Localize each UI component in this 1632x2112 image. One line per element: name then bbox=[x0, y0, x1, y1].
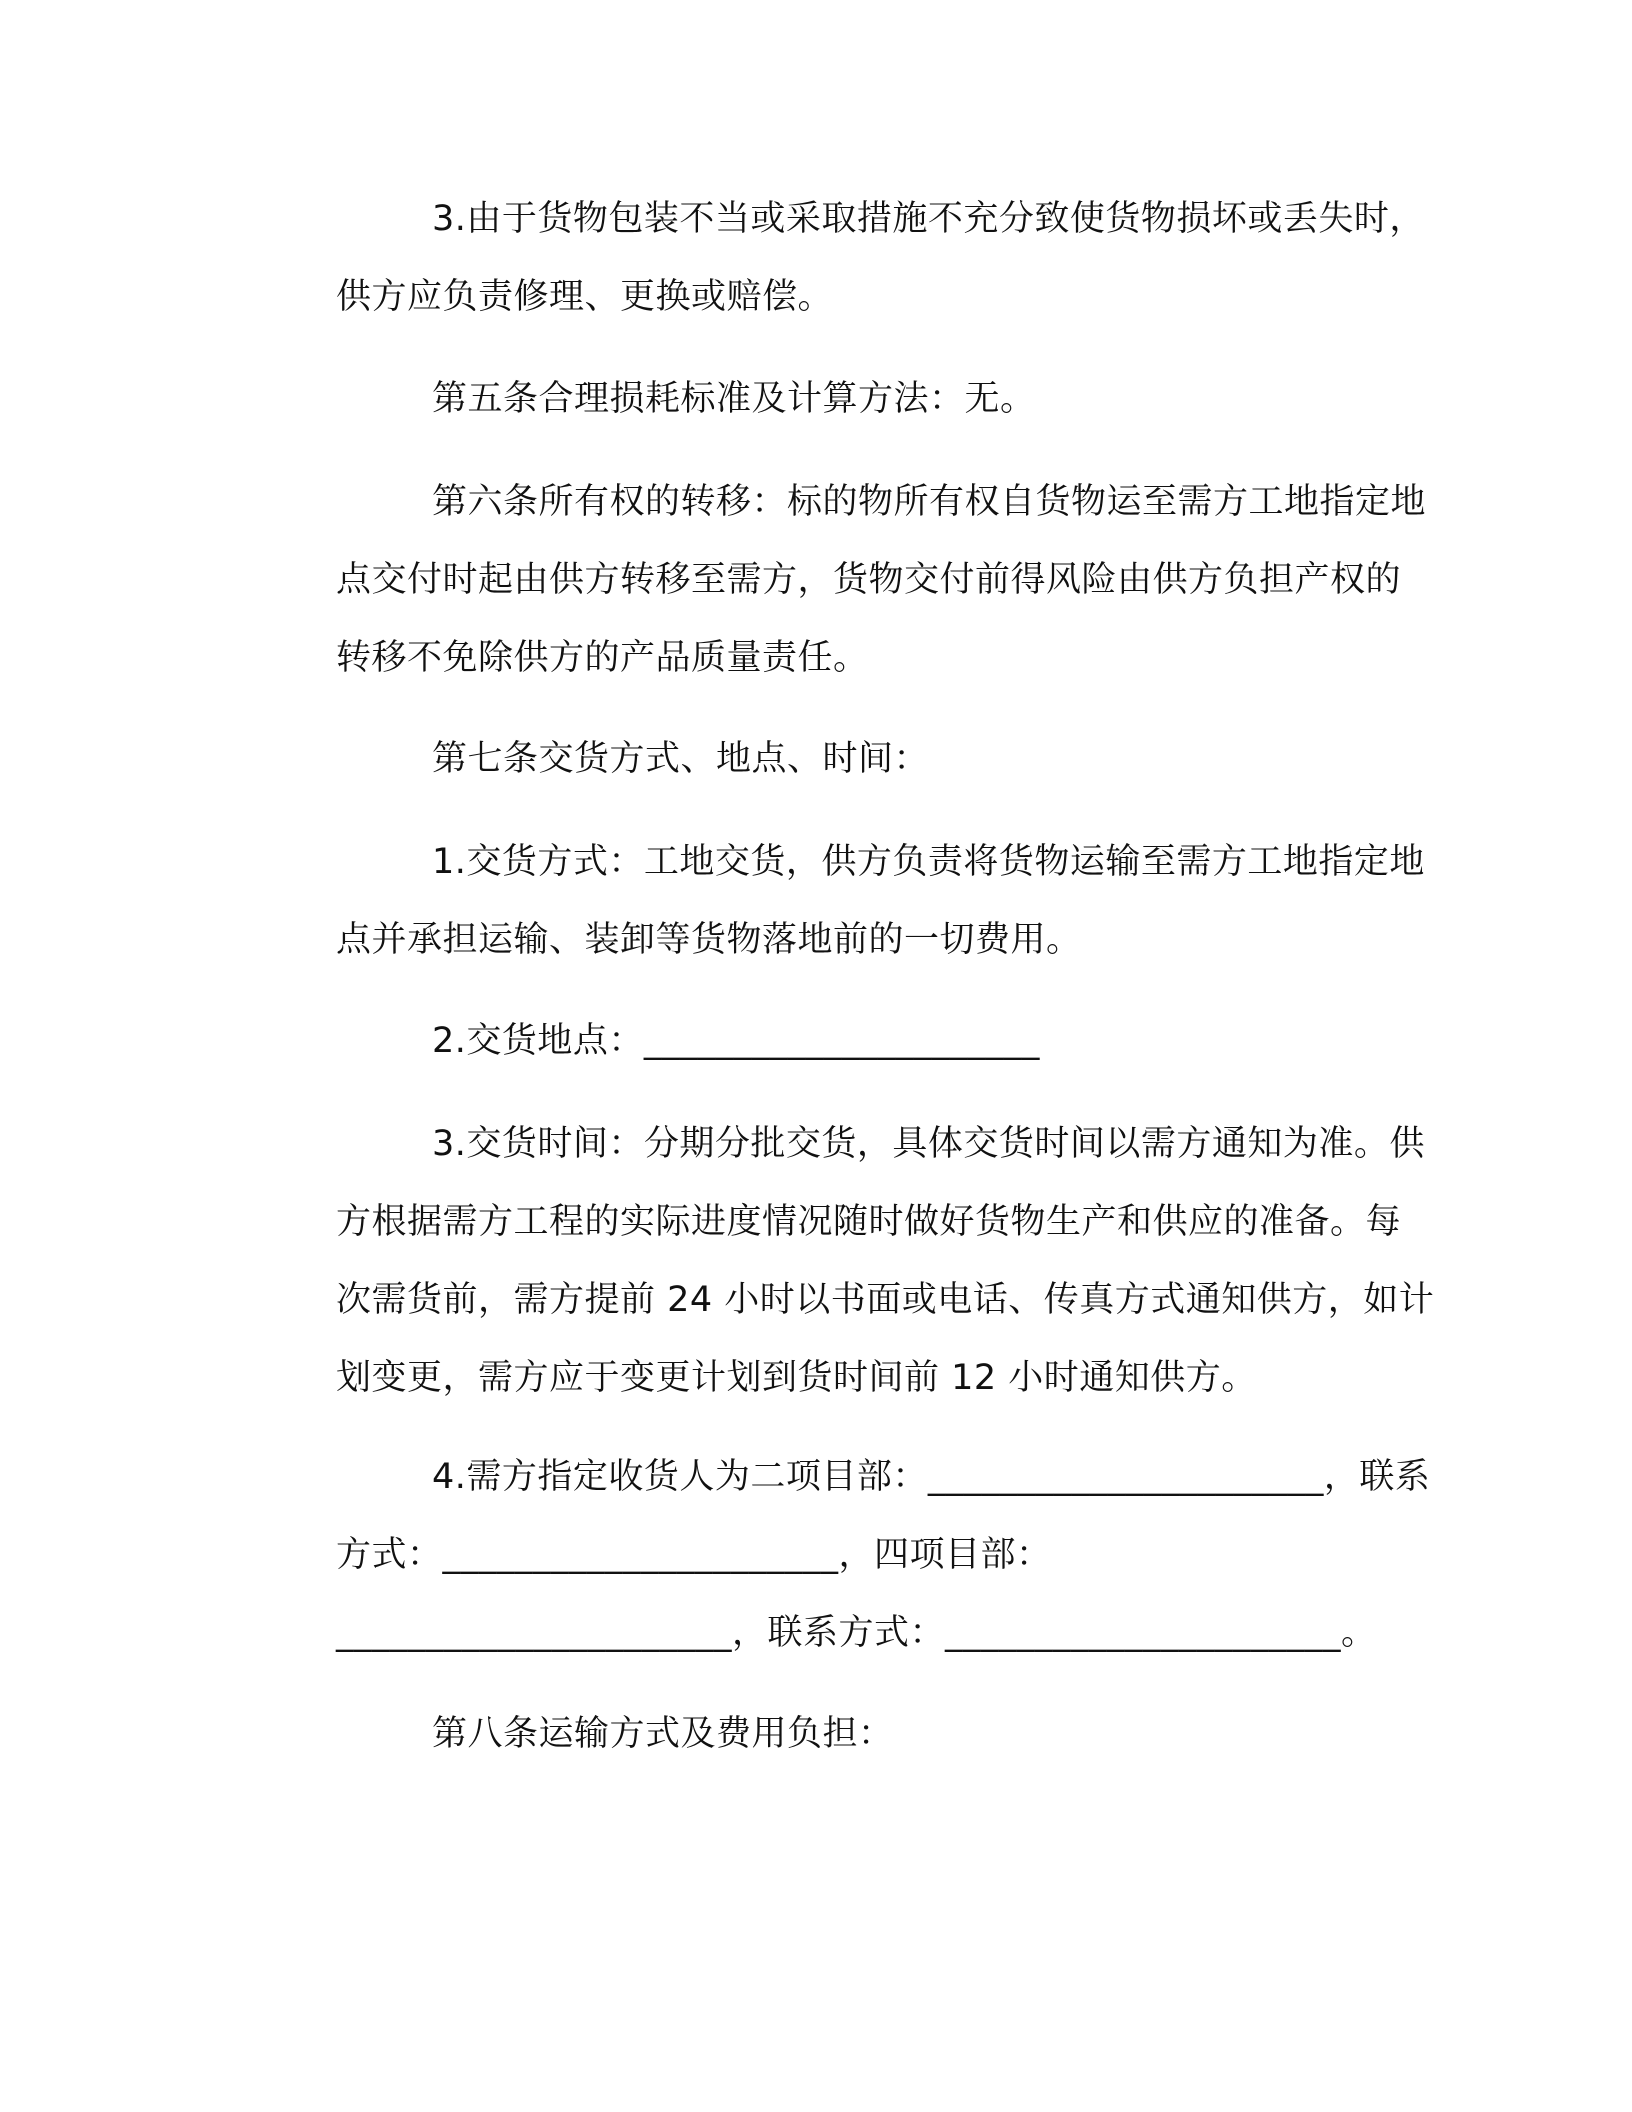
paragraph-article-6 bbox=[240, 463, 1427, 697]
paragraph-article-5 bbox=[240, 360, 1390, 438]
paragraph-line: 2.交货地点：______________________ bbox=[432, 1021, 1040, 1061]
document-page bbox=[240, 0, 1435, 2112]
paragraph-line: 第七条交货方式、地点、时间： bbox=[432, 739, 930, 779]
paragraph-line: 4.需方指定收货人为二项目部：______________________，联系 bbox=[432, 1457, 1431, 1497]
paragraph-line: 转移不免除供方的产品质量责任。 bbox=[336, 638, 869, 678]
paragraph-line: 1.交货方式：工地交货，供方负责将货物运输至需方工地指定地 bbox=[432, 842, 1425, 882]
paragraph-line: 第六条所有权的转移：标的物所有权自货物运至需方工地指定地 bbox=[432, 482, 1427, 522]
paragraph-line: 方式：______________________，四项目部： bbox=[336, 1535, 1052, 1575]
paragraph-line: 供方应负责修理、更换或赔偿。 bbox=[336, 277, 834, 317]
paragraph-delivery-location bbox=[240, 1002, 1390, 1080]
paragraph-line: 次需货前，需方提前 24 小时以书面或电话、传真方式通知供方，如计 bbox=[336, 1280, 1435, 1320]
paragraph-packaging-liability bbox=[240, 180, 1425, 336]
paragraph-article-8-heading bbox=[240, 1695, 1390, 1773]
paragraph-line: 划变更，需方应于变更计划到货时间前 12 小时通知供方。 bbox=[336, 1358, 1257, 1398]
paragraph-line: 第八条运输方式及费用负担： bbox=[432, 1714, 894, 1754]
paragraph-line: 3.交货时间：分期分批交货，具体交货时间以需方通知为准。供 bbox=[432, 1124, 1425, 1164]
paragraph-line: ______________________，联系方式：______________________。 bbox=[336, 1613, 1377, 1653]
paragraph-line: 方根据需方工程的实际进度情况随时做好货物生产和供应的准备。每 bbox=[336, 1202, 1402, 1242]
paragraph-line: 点并承担运输、装卸等货物落地前的一切费用。 bbox=[336, 920, 1082, 960]
paragraph-article-7-heading bbox=[240, 720, 1390, 798]
paragraph-line: 点交付时起由供方转移至需方，货物交付前得风险由供方负担产权的 bbox=[336, 560, 1402, 600]
paragraph-consignee bbox=[240, 1438, 1431, 1672]
paragraph-line: 第五条合理损耗标准及计算方法：无。 bbox=[432, 379, 1036, 419]
paragraph-delivery-method bbox=[240, 823, 1425, 979]
paragraph-delivery-time bbox=[240, 1105, 1435, 1417]
paragraph-line: 3.由于货物包装不当或采取措施不充分致使货物损坏或丢失时， bbox=[432, 199, 1425, 239]
